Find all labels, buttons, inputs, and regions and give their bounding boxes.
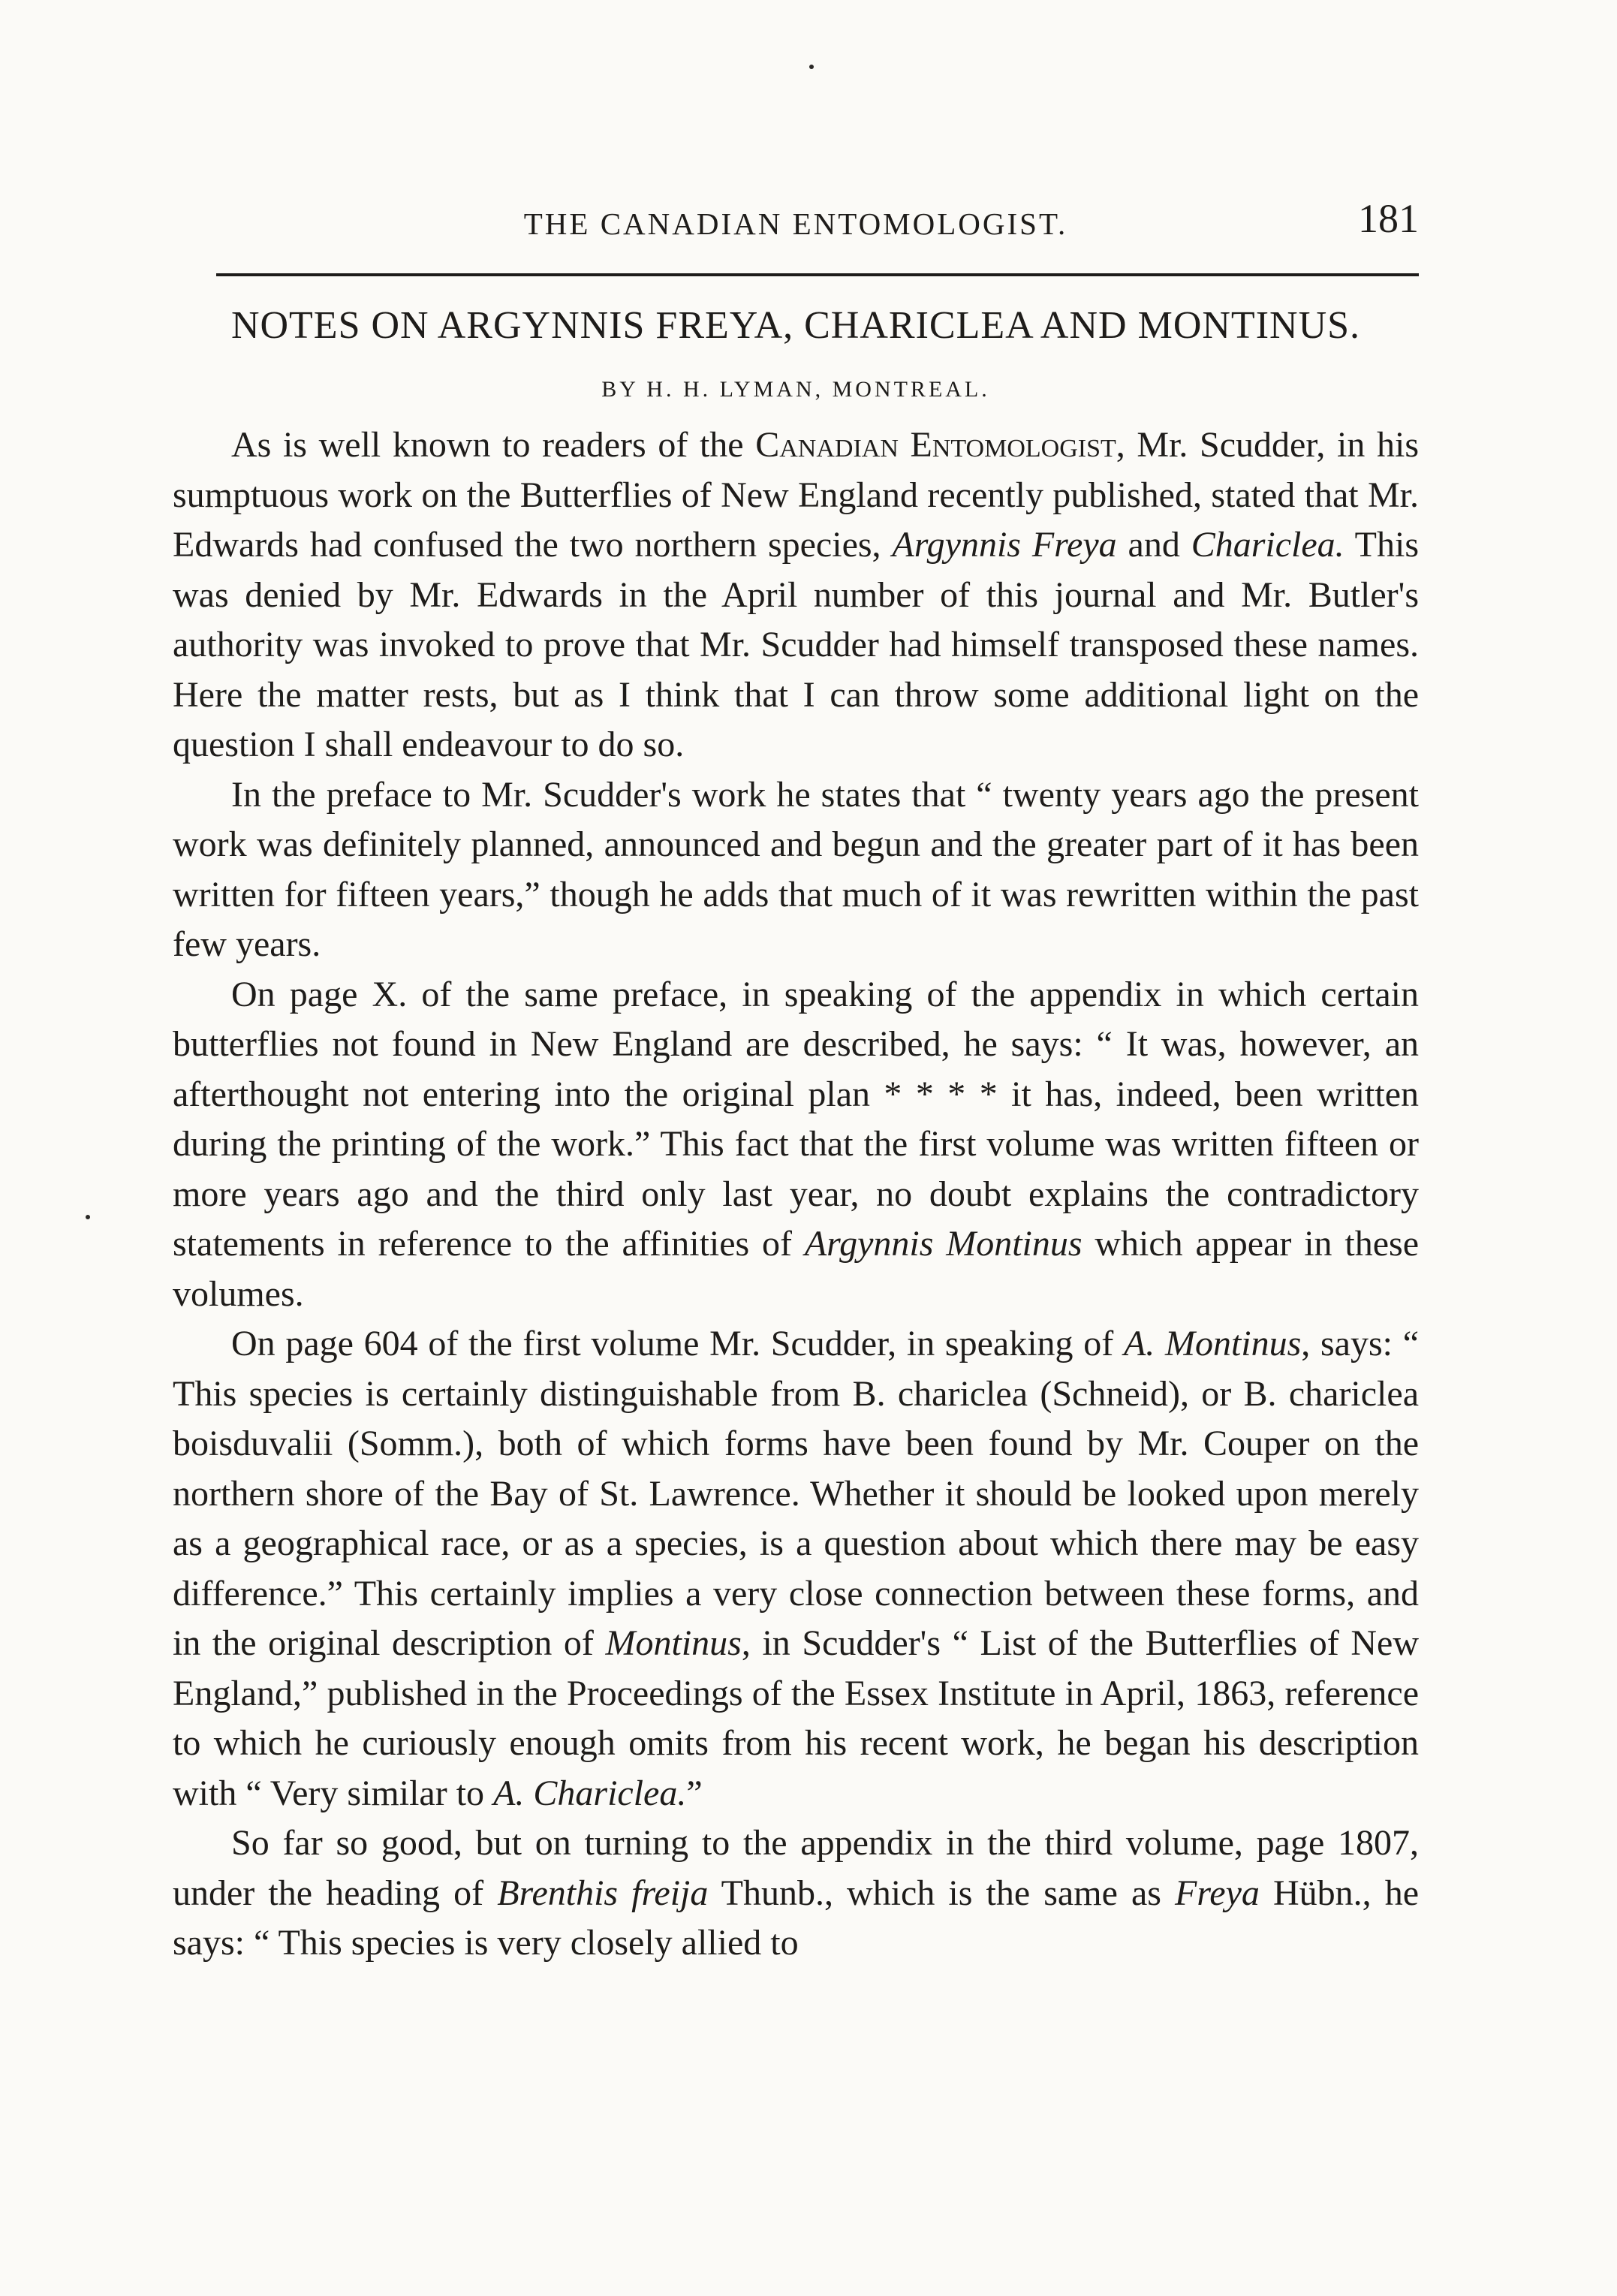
text-run: In the preface to Mr. Scudder's work he states that “ twenty years ago the present work was definitely planned, announced and begun and the greater part of it has been written for fifteen years,” though he adds that much of it was rewritten within the past few years. (173, 774, 1419, 964)
text-run: As is well known to readers of the (231, 425, 756, 465)
paragraph-4 (173, 1319, 1419, 1818)
text-run: On page 604 of the first volume Mr. Scudder, in speaking of (231, 1324, 1124, 1363)
species-name: A. Chariclea. (493, 1773, 687, 1813)
document-page (173, 0, 1419, 2296)
scan-speck (809, 65, 814, 69)
paragraph-1 (173, 420, 1419, 770)
article-body (173, 420, 1419, 1969)
species-name: Chariclea. (1191, 525, 1344, 565)
species-name: Argynnis Montinus (804, 1224, 1083, 1264)
species-name: A. Montinus (1123, 1324, 1302, 1363)
text-run: and (1116, 525, 1191, 565)
text-run: Hübn., he says: “ This species is very closely allied to (173, 1873, 1420, 1963)
paragraph-5 (173, 1818, 1419, 1969)
text-run: So far so good, but on turning to the appendix in the third volume, page 1807, under the heading of (173, 1823, 1419, 1913)
paragraph-2 (173, 770, 1419, 970)
text-run: This was denied by Mr. Edwards in the April number of this journal and Mr. Butler's authority was invoked to prove that Mr. Scudder had himself transposed these names. Here the matter rests, but as I think that I can throw some additional light on the question I shall endeavour to do so. (173, 525, 1420, 764)
header-rule (216, 273, 1419, 276)
species-name: Freya (1175, 1873, 1260, 1913)
text-run: , in Scudder's “ List of the Butterflies of New England,” published in the Proceedings of the Essex Institute in April, 1863, reference to which he curiously enough omits from his recent work, he began his description with “ Very similar to (173, 1623, 1419, 1813)
article-byline: BY H. H. LYMAN, MONTREAL. (601, 377, 990, 402)
running-head: THE CANADIAN ENTOMOLOGIST. (523, 206, 1068, 241)
article-title: NOTES ON ARGYNNIS FREYA, CHARICLEA AND MONTINUS. (230, 304, 1361, 347)
text-run: , says: “ This species is certainly distinguishable from B. chariclea (Schneid), or B. chariclea boisduvalii (Somm.), both of which forms have been found by Mr. Couper on the northern shore of the Bay of St. Lawrence. Whether it should be looked upon merely as a geographical race, or as a species, is a question about which there may be easy difference.” This certainly implies a very close connection between these forms, and in the original description of (173, 1324, 1420, 1663)
scan-speck (86, 1215, 90, 1219)
page-header (173, 196, 1419, 254)
species-name: Brenthis freija (497, 1873, 709, 1913)
species-name: Montinus (605, 1623, 742, 1663)
text-run: Thunb., which is the same as (708, 1873, 1176, 1913)
species-name: Argynnis Freya (892, 525, 1117, 565)
journal-name: Canadian Entomologist (755, 425, 1116, 465)
text-run: ” (686, 1773, 703, 1813)
text-run: which appear in these volumes. (173, 1224, 1420, 1314)
text-run: , Mr. Scudder, in his sumptuous work on the Butterflies of New England recently published, stated that Mr. Edwards had confused the two northern species, (173, 425, 1420, 565)
page-number: 181 (1358, 196, 1419, 241)
paragraph-3 (173, 970, 1419, 1320)
text-run: On page X. of the same preface, in speaking of the appendix in which certain butterflies not found in New England are described, he says: “ It was, however, an afterthought not entering into the original plan * * * * it has, indeed, been written during the printing of the work.” This fact that the first volume was written fifteen or more years ago and the third only last year, no doubt explains the contradictory statements in reference to the affinities of (173, 974, 1419, 1264)
